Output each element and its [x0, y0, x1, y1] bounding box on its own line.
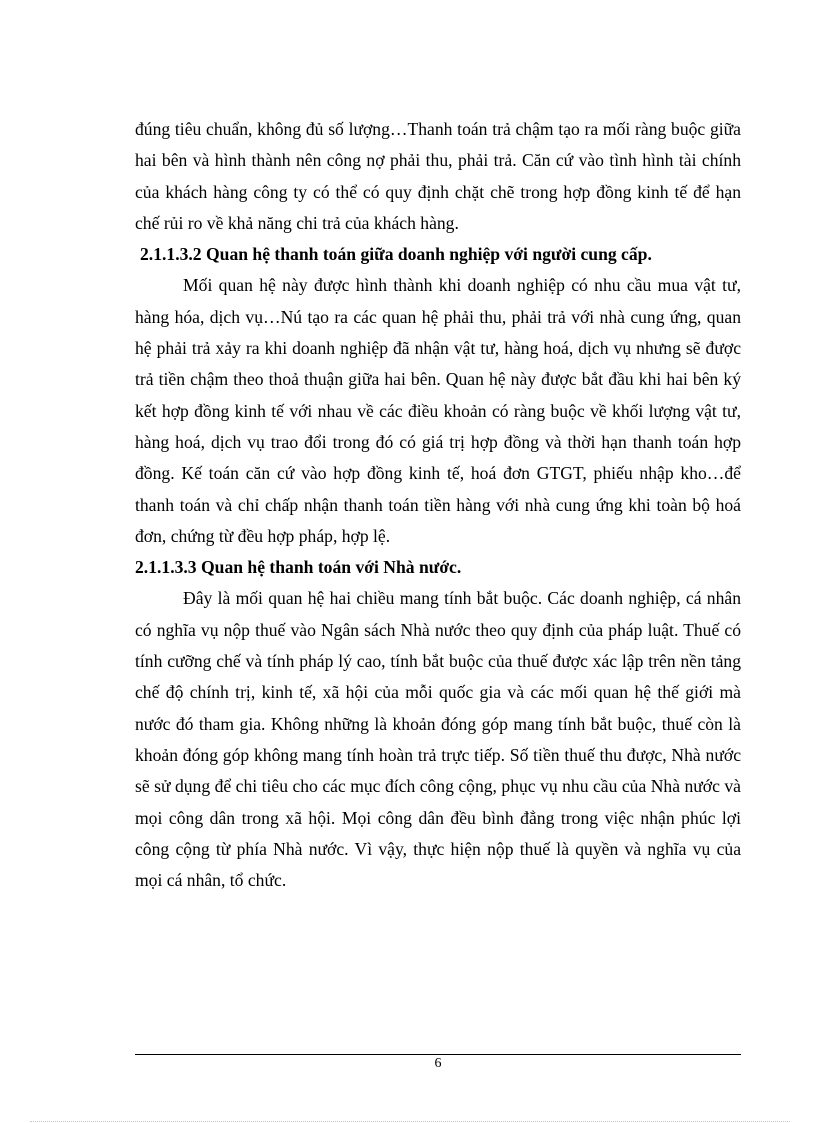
- section-heading-2-1-1-3-3: 2.1.1.3.3 Quan hệ thanh toán với Nhà nước.: [135, 557, 462, 578]
- page-number: 6: [434, 1056, 442, 1071]
- section-heading-2-1-1-3-2: 2.1.1.3.2 Quan hệ thanh toán giữa doanh nghiệp với người cung cấp.: [140, 244, 652, 265]
- paragraph-supplier-relation: Mối quan hệ này được hình thành khi doanh nghiệp có nhu cầu mua vật tư, hàng hóa, dịch vụ…Nú tạo ra các quan hệ phải thu, phải trả với nhà cung ứng, quan hệ phải trả xảy ra khi doanh nghiệp đã nhận vật tư, hàng hoá, dịch vụ nhưng sẽ được trả tiền chậm theo thoả thuận giữa hai bên. Quan hệ này được bắt đầu khi hai bên ký kết hợp đồng kinh tế với nhau về các điều khoản có ràng buộc về khối lượng vật tư, hàng hoá, dịch vụ trao đổi trong đó có giá trị hợp đồng và thời hạn thanh toán hợp đồng. Kế toán căn cứ vào hợp đồng kinh tế, hoá đơn GTGT, phiếu nhập kho…để thanh toán và chỉ chấp nhận thanh toán tiền hàng với nhà cung ứng khi toàn bộ hoá đơn, chứng từ đều hợp pháp, hợp lệ.: [135, 275, 741, 546]
- footer-divider: [135, 1054, 741, 1055]
- paragraph-state-relation: Đây là mối quan hệ hai chiều mang tính bắt buộc. Các doanh nghiệp, cá nhân có nghĩa vụ nộp thuế vào Ngân sách Nhà nước theo quy định của pháp luật. Thuế có tính cưỡng chế và tính pháp lý cao, tính bắt buộc của thuế được xác lập trên nền tảng chế độ chính trị, kinh tế, xã hội của mỗi quốc gia và các mối quan hệ thế giới mà nước đó tham gia. Không những là khoản đóng góp mang tính bắt buộc, thuế còn là khoản đóng góp không mang tính hoàn trả trực tiếp. Số tiền thuế thu được, Nhà nước sẽ sử dụng để chi tiêu cho các mục đích công cộng, phục vụ nhu cầu của Nhà nước và mọi công dân trong xã hội. Mọi công dân đều bình đẳng trong việc nhận phúc lợi công cộng từ phía Nhà nước. Vì vậy, thực hiện nộp thuế là quyền và nghĩa vụ của mọi cá nhân, tổ chức.: [135, 588, 741, 891]
- page-body: [135, 114, 741, 896]
- paragraph-continuation: đúng tiêu chuẩn, không đủ số lượng…Thanh toán trả chậm tạo ra mối ràng buộc giữa hai bên và hình thành nên công nợ phải thu, phải trả. Căn cứ vào tình hình tài chính của khách hàng công ty có thể có quy định chặt chẽ trong hợp đồng kinh tế để hạn chế rủi ro về khả năng chi trả của khách hàng.: [135, 119, 741, 233]
- page-bottom-edge: [30, 1121, 790, 1122]
